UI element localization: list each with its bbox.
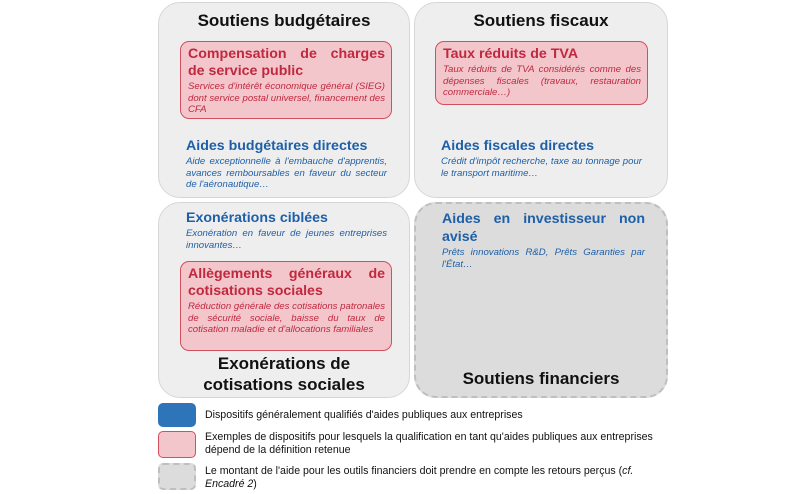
blue-block-title: Aides budgétaires directes — [186, 138, 368, 154]
legend-text-red: Exemples de dispositifs pour lesquels la qualification en tant qu'aides publiques aux entreprises dépend de la définition retenue — [205, 431, 653, 456]
blue-block-description: Prêts innovations R&D, Prêts Garanties par l'État… — [442, 247, 645, 270]
blue-block-title: Aides en investisseur non avisé — [442, 211, 645, 245]
quadrant-title-fiscaux: Soutiens fiscaux — [473, 11, 609, 30]
red-box-compensation-charges — [180, 41, 392, 119]
legend-text-blue: Dispositifs généralement qualifiés d'aides publiques aux entreprises — [205, 409, 523, 421]
quadrant-exonerations-cotisations — [158, 202, 410, 398]
quadrant-title-exonerations: Exonérations de cotisations sociales — [203, 354, 365, 394]
red-box-description: Services d'intérêt économique général (SIEG) dont service postal universel, financement des CFA — [188, 81, 385, 115]
blue-block-aides-budgetaires — [186, 137, 387, 191]
legend-text-grey — [205, 465, 650, 491]
blue-block-exonerations-ciblees — [186, 209, 387, 251]
quadrant-title-financiers: Soutiens financiers — [462, 369, 620, 388]
red-box-title: Allègements généraux de cotisations sociales — [188, 266, 385, 299]
blue-block-title: Aides fiscales directes — [441, 138, 594, 154]
blue-block-description: Crédit d'impôt recherche, taxe au tonnage pour le transport maritime… — [441, 156, 642, 179]
legend-swatch-grey-dashed — [158, 463, 196, 490]
blue-block-aides-fiscales — [441, 137, 642, 179]
legend-text-grey-end: ) — [253, 478, 257, 490]
blue-block-description: Exonération en faveur de jeunes entreprises innovantes… — [186, 228, 387, 251]
legend-swatch-red — [158, 431, 196, 458]
blue-block-title: Exonérations ciblées — [186, 210, 328, 226]
red-box-description: Taux réduits de TVA considérés comme des dépenses fiscales (travaux, restauration commerciale…) — [443, 64, 641, 98]
red-box-taux-reduits-tva — [435, 41, 648, 105]
legend-text-grey-main: Le montant de l'aide pour les outils financiers doit prendre en compte les retours perçus ( — [205, 465, 623, 477]
red-box-description: Réduction générale des cotisations patronales de sécurité sociale, baisse du taux de cotisation maladie et d'allocations familiales — [188, 301, 385, 335]
red-box-title: Taux réduits de TVA — [443, 46, 579, 62]
legend-swatch-blue — [158, 403, 196, 427]
red-box-title: Compensation de charges de service public — [188, 46, 385, 79]
legend-text-grey-ref: cf. Encadré 2 — [205, 465, 634, 490]
blue-block-investisseur-non-avise — [442, 210, 645, 270]
quadrant-soutiens-budgetaires — [158, 2, 410, 198]
red-box-allegements-generaux — [180, 261, 392, 351]
blue-block-description: Aide exceptionnelle à l'embauche d'apprentis, avances remboursables en faveur du secteur de l'aéronautique… — [186, 156, 387, 190]
quadrant-soutiens-financiers — [414, 202, 668, 398]
quadrant-soutiens-fiscaux — [414, 2, 668, 198]
quadrant-title-budgetaires: Soutiens budgétaires — [197, 11, 371, 30]
